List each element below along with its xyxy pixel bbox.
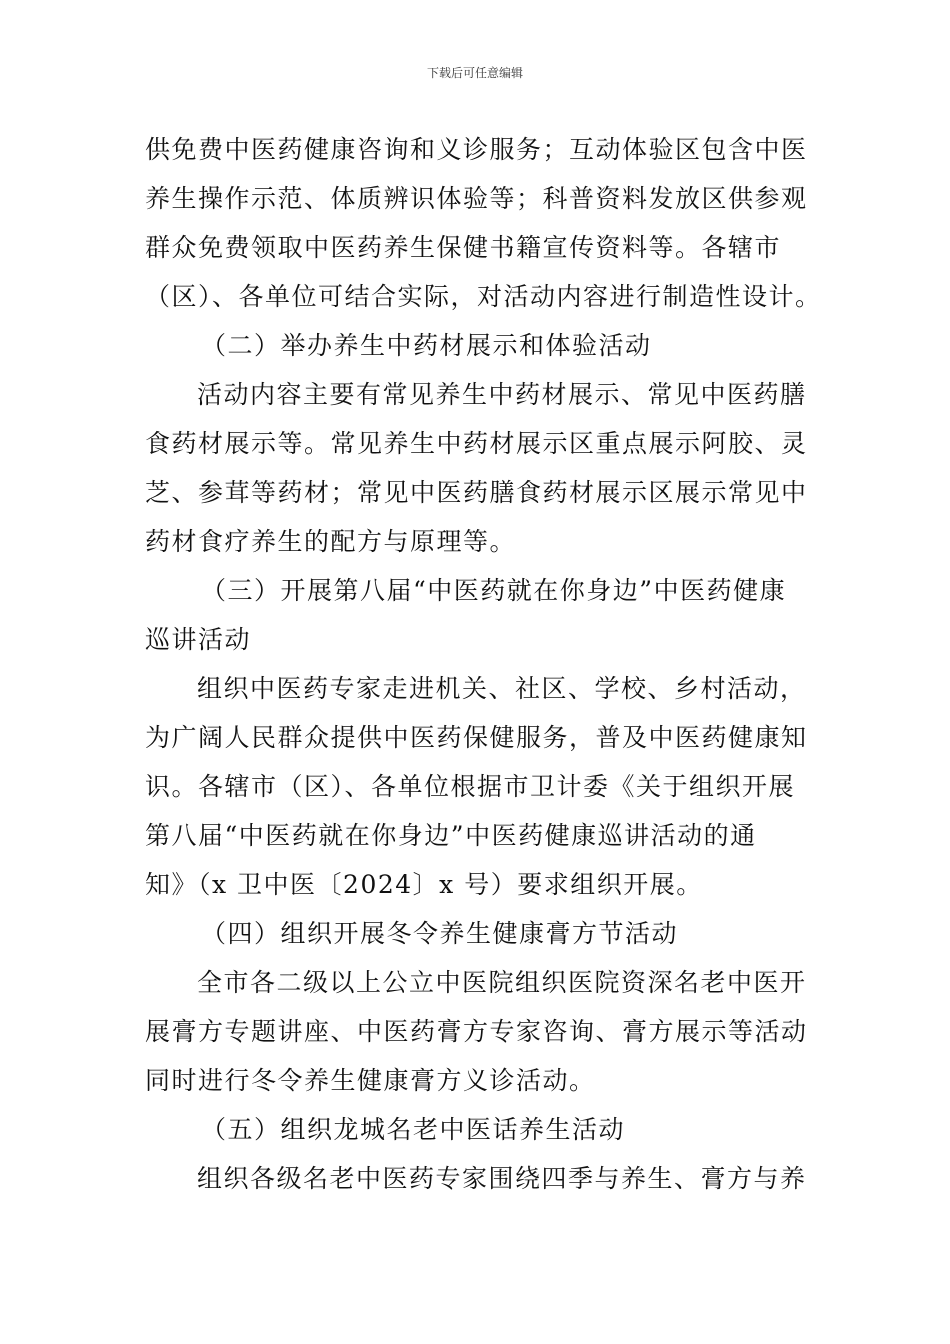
paragraph-line: 芝、参茸等药材；常见中医药膳食药材展示区展示常见中: [145, 478, 808, 507]
paragraph-line: 知》（x 卫中医〔2024〕x 号）要求组织开展。: [145, 870, 703, 899]
paragraph-line: 群众免费领取中医药养生保健书籍宣传资料等。各辖市: [145, 233, 782, 262]
paragraph-line: 同时进行冬令养生健康膏方义诊活动。: [145, 1066, 596, 1095]
section-heading-3-cont: 巡讲活动: [145, 625, 252, 654]
paragraph-line: 为广阔人民群众提供中医药保健服务，普及中医药健康知: [145, 723, 808, 752]
paragraph-line: 识。各辖市（区）、各单位根据市卫计委《关于组织开展: [145, 772, 796, 801]
section-heading-3: （三）开展第八届“中医药就在你身边”中医药健康: [201, 576, 787, 605]
paragraph-line: 养生操作示范、体质辨识体验等；科普资料发放区供参观: [145, 184, 808, 213]
paragraph-line: 药材食疗养生的配方与原理等。: [145, 527, 517, 556]
section-heading-4: （四）组织开展冬令养生健康膏方节活动: [201, 919, 679, 948]
paragraph-line: 供免费中医药健康咨询和义诊服务；互动体验区包含中医: [145, 135, 808, 164]
paragraph-line: 组织各级名老中医药专家围绕四季与养生、膏方与养: [197, 1164, 807, 1193]
paragraph-line: 组织中医药专家走进机关、社区、学校、乡村活动，: [197, 674, 807, 703]
section-heading-5: （五）组织龙城名老中医话养生活动: [201, 1115, 626, 1144]
page-header-note: 下载后可任意编辑: [426, 66, 523, 80]
document-body: [145, 125, 825, 1203]
paragraph-line: 食药材展示等。常见养生中药材展示区重点展示阿胶、灵: [145, 429, 808, 458]
paragraph-line: 全市各二级以上公立中医院组织医院资深名老中医开: [197, 968, 807, 997]
paragraph-line: 活动内容主要有常见养生中药材展示、常见中医药膳: [197, 380, 807, 409]
section-heading-2: （二）举办养生中药材展示和体验活动: [201, 331, 652, 360]
paragraph-line: （区）、各单位可结合实际，对活动内容进行制造性设计。: [145, 282, 822, 311]
paragraph-line: 第八届“中医药就在你身边”中医药健康巡讲活动的通: [145, 821, 757, 850]
paragraph-line: 展膏方专题讲座、中医药膏方专家咨询、膏方展示等活动: [145, 1017, 808, 1046]
